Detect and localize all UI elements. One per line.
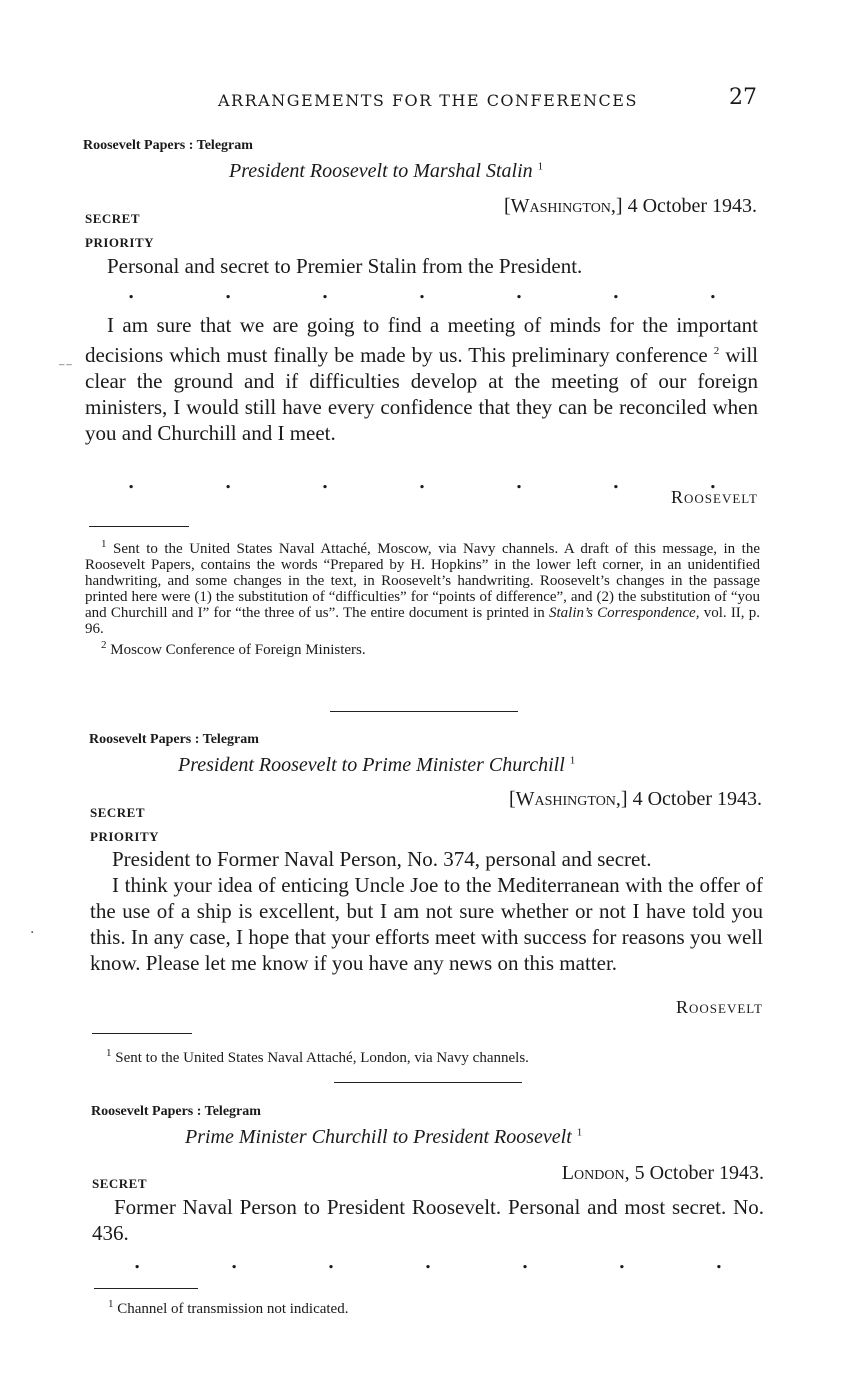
doc2-classification: SECRET bbox=[90, 805, 146, 820]
doc2-title-footnote-ref: 1 bbox=[569, 754, 576, 767]
doc1-title: President Roosevelt to Marshal Stalin $^1$ bbox=[229, 160, 544, 182]
doc2-footnote-rule bbox=[92, 1033, 192, 1034]
doc2-title: President Roosevelt to Prime Minister Churchill $^1$ bbox=[178, 754, 576, 776]
section-divider-1 bbox=[330, 711, 518, 712]
doc1-footnotes bbox=[85, 536, 760, 658]
doc1-place: [Washington,] bbox=[503, 195, 623, 217]
doc1-classification: SECRET bbox=[85, 211, 141, 226]
doc1-dateline bbox=[504, 195, 757, 218]
doc3-body: Former Naval Person to President Roosevelt. Personal and most secret. No. 436. bbox=[92, 1195, 764, 1245]
doc2-footnotes bbox=[90, 1045, 765, 1066]
doc1-ellipsis-bottom: . . . . . . . bbox=[128, 472, 716, 493]
doc1-date: 4 October 1943. bbox=[627, 195, 757, 217]
doc1-footnote-2: $^2$ Moscow Conference of Foreign Ministers. bbox=[101, 639, 366, 658]
doc2-priority: PRIORITY bbox=[90, 829, 160, 844]
doc1-body-footnote-ref: 2 bbox=[713, 345, 720, 357]
doc3-date: 5 October 1943. bbox=[634, 1162, 764, 1184]
doc1-ellipsis-top: . . . . . . . bbox=[128, 282, 716, 303]
doc3-dateline bbox=[562, 1162, 764, 1185]
doc3-footnote-rule bbox=[94, 1288, 198, 1289]
doc3-footnotes bbox=[92, 1296, 767, 1317]
doc2-body: President to Former Naval Person, No. 374, personal and secret. I think your idea of enticing Uncle Joe to the Mediterranean with the offer of the use of a ship is excellent, but I am not sure whether or not I have told you this. In any case, I hope that your efforts meet with success for reasons you well know. Please let me know if you have any news on this matter. bbox=[90, 847, 763, 975]
doc3-place: London, bbox=[561, 1162, 630, 1184]
doc3-footnote-1: $^1$ Channel of transmission not indicated. bbox=[108, 1298, 349, 1317]
section-divider-2 bbox=[334, 1082, 522, 1083]
doc1-footnote-1: $^1$ Sent to the United States Naval Attaché, Moscow, via Navy channels. A draft of this message, in the Roosevelt Papers, contains the words “Prepared by H. Hopkins” in the lower left corner, in an unidentified handwriting, and some changes in the text, in Roosevelt’s handwriting. Roosevelt’s changes in the passage printed here were (1) the substitution of “difficulties” for “points of difference”, and (2) the substitution of “you and Churchill and I” for “the three of us”. The entire document is printed in Stalin’s Correspondence, vol. II, p. 96. bbox=[85, 538, 761, 637]
margin-dot: · bbox=[30, 925, 35, 941]
doc2-dateline bbox=[509, 788, 762, 811]
doc1-body: I am sure that we are going to find a meeting of minds for the important decisions which must finally be made by us. This preliminary conference $^2$ will clear the ground and if difficulties develop at the meeting of our foreign ministers, I would still have every confidence that they can be reconciled when you and Churchill and I meet. bbox=[85, 313, 759, 445]
doc1-footnote-rule bbox=[89, 526, 189, 527]
doc3-title: Prime Minister Churchill to President Roosevelt $^1$ bbox=[185, 1126, 583, 1148]
running-header: ARRANGEMENTS FOR THE CONFERENCES bbox=[218, 91, 638, 110]
margin-mark: ⁻⁻ bbox=[58, 360, 73, 376]
doc2-place: [Washington,] bbox=[508, 788, 628, 810]
doc1-title-footnote-ref: 1 bbox=[537, 160, 544, 173]
doc3-source: Roosevelt Papers : Telegram bbox=[91, 1104, 261, 1119]
doc1-source: Roosevelt Papers : Telegram bbox=[83, 138, 253, 153]
doc2-footnote-1: $^1$ Sent to the United States Naval Attaché, London, via Navy channels. bbox=[106, 1047, 529, 1066]
doc3-title-footnote-ref: 1 bbox=[576, 1126, 583, 1139]
doc2-date: 4 October 1943. bbox=[632, 788, 762, 810]
doc3-ellipsis: . . . . . . . bbox=[134, 1252, 722, 1273]
doc2-signature: Roosevelt bbox=[676, 997, 763, 1017]
doc1-signature: Roosevelt bbox=[671, 487, 758, 507]
page-number: 27 bbox=[729, 85, 757, 110]
doc1-priority: PRIORITY bbox=[85, 235, 155, 250]
doc2-source: Roosevelt Papers : Telegram bbox=[89, 732, 259, 747]
doc3-classification: SECRET bbox=[92, 1176, 148, 1191]
doc1-opening: Personal and secret to Premier Stalin from the President. bbox=[107, 254, 583, 278]
